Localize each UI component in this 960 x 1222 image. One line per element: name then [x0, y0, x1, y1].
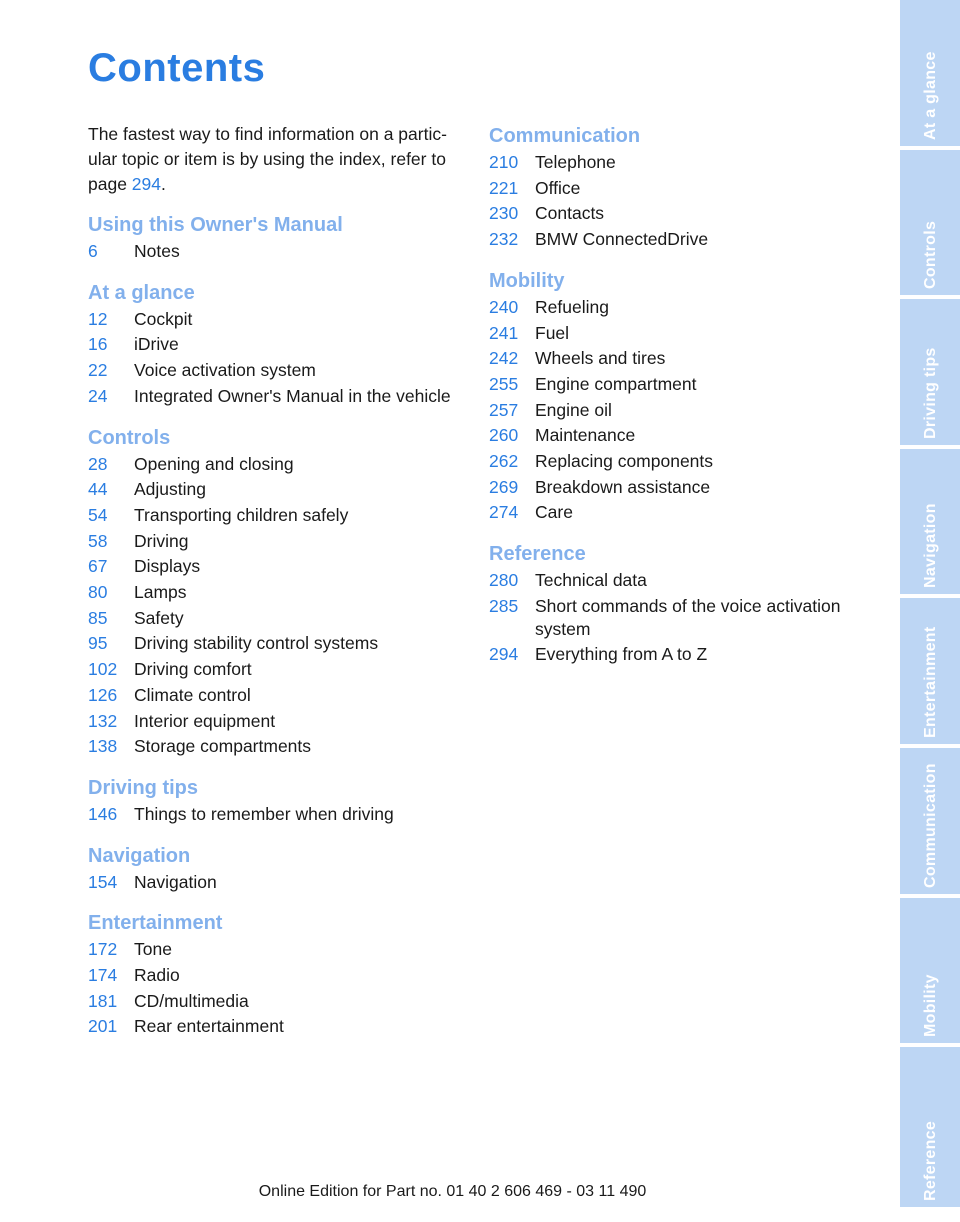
page-number-link[interactable]: 255	[489, 373, 519, 394]
toc-entry[interactable]	[489, 398, 869, 424]
intro-text-end: .	[161, 174, 166, 194]
entry-title: Driving	[134, 530, 189, 551]
page-number-link[interactable]: 172	[88, 939, 118, 960]
page-number-link[interactable]: 58	[88, 530, 108, 551]
page-number-link[interactable]: 262	[489, 451, 519, 472]
toc-entry[interactable]	[489, 423, 869, 449]
toc-entry[interactable]	[88, 989, 468, 1015]
right-sections	[489, 122, 869, 668]
intro-paragraph	[88, 122, 468, 197]
page-number-link[interactable]: 85	[88, 607, 108, 628]
sidebar-tab-driving-tips[interactable]	[900, 299, 960, 445]
sidebar-tab-navigation[interactable]	[900, 449, 960, 595]
page-number-link[interactable]: 67	[88, 556, 108, 577]
section-title: Using this Owner's Manual	[88, 214, 343, 236]
entry-title: Integrated Owner's Manual in the vehicle	[134, 385, 451, 406]
toc-entry[interactable]	[88, 802, 468, 828]
section-title: Communication	[489, 125, 641, 147]
toc-entry[interactable]	[88, 709, 468, 735]
sidebar-tab-label: Navigation	[922, 503, 939, 589]
sidebar-tab-reference[interactable]	[900, 1047, 960, 1207]
sidebar-tab-label: Controls	[922, 221, 939, 290]
toc-entry[interactable]	[489, 150, 869, 176]
toc-entry[interactable]	[88, 384, 468, 410]
toc-entry[interactable]	[88, 683, 468, 709]
entry-title: Engine compartment	[535, 373, 697, 394]
sidebar-tab-label: Reference	[922, 1121, 939, 1202]
page-number-link[interactable]: 95	[88, 633, 108, 654]
index-page-link[interactable]: 294	[131, 174, 161, 194]
toc-section	[88, 424, 468, 760]
page-number-link[interactable]: 28	[88, 453, 108, 474]
page-title: Contents	[88, 46, 266, 90]
toc-entry[interactable]	[88, 239, 468, 265]
toc-entry[interactable]	[88, 477, 468, 503]
entry-title: BMW ConnectedDrive	[535, 229, 709, 250]
sidebar-tab-label: Driving tips	[922, 347, 939, 439]
entry-title: Voice activation system	[134, 360, 316, 381]
toc-section	[88, 211, 468, 265]
toc-entry[interactable]	[88, 332, 468, 358]
entry-title: Engine oil	[535, 399, 612, 420]
entry-title: Driving comfort	[134, 659, 252, 680]
left-sections	[88, 211, 468, 1040]
entry-title: Transporting children safely	[134, 504, 349, 525]
page-number-link[interactable]: 221	[489, 177, 519, 198]
entry-title: Things to remember when driving	[134, 803, 394, 824]
toc-entry[interactable]	[489, 227, 869, 253]
section-title: Reference	[489, 543, 586, 566]
entry-title: Navigation	[134, 871, 217, 892]
toc-entry[interactable]	[88, 358, 468, 384]
section-title: Controls	[88, 426, 171, 449]
section-title: Mobility	[489, 269, 565, 292]
page-number-link[interactable]: 260	[489, 425, 519, 446]
sidebar-tab-communication[interactable]	[900, 748, 960, 894]
toc-entry[interactable]	[88, 963, 468, 989]
page-number-link[interactable]: 6	[88, 241, 98, 261]
page-number-link[interactable]: 174	[88, 965, 118, 986]
page-number-link[interactable]: 285	[489, 595, 519, 616]
toc-section	[88, 279, 468, 410]
entry-title: Tone	[134, 939, 172, 960]
toc-entry[interactable]	[489, 295, 869, 321]
toc-entry[interactable]	[489, 321, 869, 347]
toc-entry[interactable]	[88, 580, 468, 606]
page-number-link[interactable]: 54	[88, 504, 108, 525]
section-title: Entertainment	[88, 912, 223, 935]
intro-text: The fastest way to find information on a particular topic or item is by using the index, refer to page	[88, 124, 447, 194]
toc-section	[88, 774, 468, 828]
entry-title: Replacing components	[535, 451, 714, 472]
sidebar-tab-mobility[interactable]	[900, 898, 960, 1044]
entry-title: Climate control	[134, 684, 251, 705]
toc-section	[88, 842, 468, 896]
toc-entry[interactable]	[88, 870, 468, 896]
entry-title: Telephone	[535, 152, 616, 172]
page-number-link[interactable]: 24	[88, 385, 108, 406]
page-number-link[interactable]: 274	[489, 502, 519, 523]
entry-title: Maintenance	[535, 425, 636, 446]
page-number-link[interactable]: 22	[88, 360, 108, 381]
contents-left-column	[88, 122, 468, 1054]
page-number-link[interactable]: 102	[88, 659, 118, 680]
toc-entry[interactable]	[88, 503, 468, 529]
toc-entry[interactable]	[489, 449, 869, 475]
entry-title: Opening and closing	[134, 453, 294, 474]
page-number-link[interactable]: 12	[88, 308, 108, 329]
page-number-link[interactable]: 280	[489, 570, 519, 591]
entry-title: Adjusting	[134, 479, 206, 500]
toc-entry[interactable]	[88, 734, 468, 760]
page-number-link[interactable]: 242	[489, 348, 519, 369]
toc-entry[interactable]	[88, 631, 468, 657]
page-number-link[interactable]: 154	[88, 871, 118, 892]
entry-title: iDrive	[134, 334, 179, 355]
page-number-link[interactable]: 230	[489, 203, 519, 224]
section-title: At a glance	[88, 281, 195, 304]
toc-section	[88, 909, 468, 1040]
toc-entry[interactable]	[489, 346, 869, 372]
entry-title: Cockpit	[134, 308, 193, 329]
toc-entry[interactable]	[88, 452, 468, 478]
section-title: Navigation	[88, 844, 191, 867]
entry-title: Driving stability control systems	[134, 633, 379, 654]
page-number-link[interactable]: 44	[88, 479, 108, 500]
page-number-link[interactable]: 146	[88, 803, 118, 824]
entry-title: Office	[535, 177, 581, 198]
page-number-link[interactable]: 232	[489, 229, 519, 250]
toc-section	[489, 540, 869, 667]
page-number-link[interactable]: 241	[489, 322, 519, 343]
sidebar-tab-controls[interactable]	[900, 150, 960, 296]
toc-entry[interactable]	[88, 657, 468, 683]
entry-title: Interior equipment	[134, 710, 276, 731]
page-number-link[interactable]: 80	[88, 582, 108, 603]
toc-entry[interactable]	[88, 937, 468, 963]
sidebar-tab-label: At a glance	[922, 50, 939, 140]
entry-title: Refueling	[535, 296, 609, 317]
page-number-link[interactable]: 132	[88, 710, 118, 731]
toc-entry[interactable]	[88, 606, 468, 632]
entry-title: Breakdown assistance	[535, 476, 711, 497]
page-number-link[interactable]: 16	[88, 334, 108, 355]
toc-entry[interactable]	[489, 594, 869, 642]
entry-title: Fuel	[535, 322, 570, 343]
sidebar-tab-label: Communication	[922, 762, 939, 888]
toc-entry[interactable]	[88, 1014, 468, 1040]
page-number-link[interactable]: 201	[88, 1016, 118, 1037]
sidebar-tab-label: Mobility	[922, 974, 939, 1038]
entry-title: Radio	[134, 965, 180, 986]
chapter-sidebar	[900, 0, 960, 1222]
sidebar-tab-at-a-glance[interactable]	[900, 0, 960, 146]
toc-entry[interactable]	[489, 176, 869, 202]
entry-title: Displays	[134, 556, 201, 577]
page-number-link[interactable]: 126	[88, 684, 118, 705]
entry-title: Contacts	[535, 203, 605, 224]
sidebar-tab-entertainment[interactable]	[900, 598, 960, 744]
toc-entry[interactable]	[489, 568, 869, 594]
toc-entry[interactable]	[88, 554, 468, 580]
toc-entry[interactable]	[489, 372, 869, 398]
toc-entry[interactable]	[88, 529, 468, 555]
page-number-link[interactable]: 240	[489, 296, 519, 317]
entry-title: Rear entertainment	[134, 1016, 284, 1037]
entry-title: Technical data	[535, 570, 647, 591]
page-number-link[interactable]: 138	[88, 736, 118, 757]
toc-section	[489, 122, 869, 253]
page-number-link[interactable]: 269	[489, 476, 519, 497]
page-number-link[interactable]: 210	[489, 152, 519, 172]
toc-entry[interactable]	[489, 642, 869, 668]
toc-entry[interactable]	[489, 475, 869, 501]
footer-edition: Online Edition for Part no. 01 40 2 606 469 - 03 11 490	[258, 1183, 647, 1200]
entry-title: Lamps	[134, 582, 187, 603]
entry-title: Wheels and tires	[535, 348, 666, 369]
entry-title: Safety	[134, 607, 184, 628]
entry-title: Storage compartments	[134, 736, 312, 757]
entry-title: Notes	[134, 241, 180, 261]
page-number-link[interactable]: 257	[489, 399, 519, 420]
entry-title: Everything from A to Z	[535, 643, 708, 664]
page-number-link[interactable]: 181	[88, 990, 118, 1011]
toc-entry[interactable]	[489, 500, 869, 526]
entry-title: Short commands of the voice activation system	[535, 595, 841, 639]
toc-section	[489, 267, 869, 526]
entry-title: CD/multimedia	[134, 990, 249, 1011]
toc-entry[interactable]	[489, 201, 869, 227]
page-number-link[interactable]: 294	[489, 643, 519, 664]
toc-entry[interactable]	[88, 307, 468, 333]
section-title: Driving tips	[88, 776, 199, 799]
entry-title: Care	[535, 502, 573, 523]
contents-right-column	[489, 122, 869, 682]
sidebar-tab-label: Entertainment	[922, 626, 939, 738]
